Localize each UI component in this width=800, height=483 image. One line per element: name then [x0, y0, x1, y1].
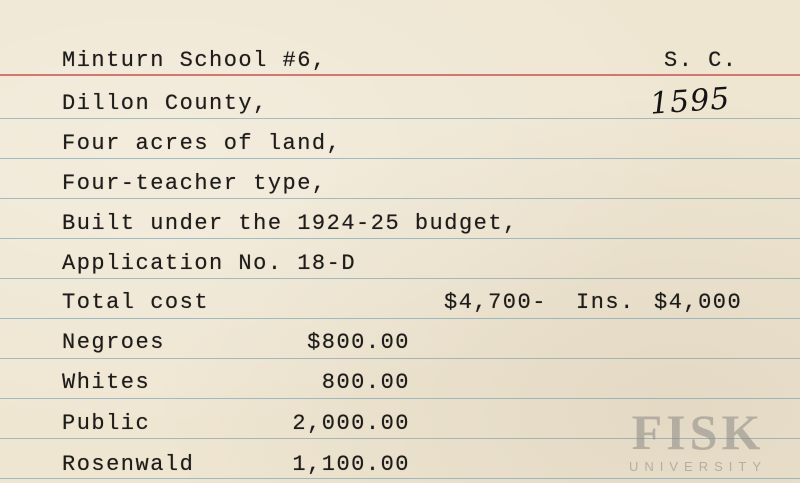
total-cost-amount: $4,700-: [444, 290, 547, 315]
land-line: Four acres of land,: [62, 131, 342, 156]
contribution-amount: 1,100.00: [292, 452, 410, 477]
ruled-line: [0, 398, 800, 399]
contribution-label: Rosenwald: [62, 452, 195, 477]
fisk-university-logo: [608, 403, 788, 475]
ruled-line: [0, 318, 800, 319]
budget-line: Built under the 1924-25 budget,: [62, 211, 518, 236]
ruled-line: [0, 198, 800, 199]
logo-subtitle: UNIVERSITY: [628, 459, 768, 474]
contribution-amount: $800.00: [307, 330, 410, 355]
contribution-label: Public: [62, 411, 151, 436]
handwritten-card-number: 1595: [648, 81, 732, 122]
ruled-line: [0, 358, 800, 359]
application-line: Application No. 18-D: [62, 251, 357, 276]
contribution-amount: 800.00: [321, 370, 410, 395]
state-abbrev: S. C.: [664, 48, 738, 73]
county-line: Dillon County,: [62, 91, 268, 116]
ruled-line: [0, 278, 800, 279]
ruled-line: [0, 238, 800, 239]
insurance-amount: $4,000: [654, 290, 743, 315]
ruled-line: [0, 158, 800, 159]
ruled-line: [0, 478, 800, 479]
contribution-label: Whites: [62, 370, 151, 395]
school-name: Minturn School #6,: [62, 48, 327, 73]
header-rule-red: [0, 74, 800, 76]
contribution-label: Negroes: [62, 330, 165, 355]
insurance-label: Ins.: [576, 290, 635, 315]
contribution-amount: 2,000.00: [292, 411, 410, 436]
type-line: Four-teacher type,: [62, 171, 327, 196]
logo-title: FISK: [631, 404, 765, 460]
total-cost-label: Total cost: [62, 290, 210, 315]
